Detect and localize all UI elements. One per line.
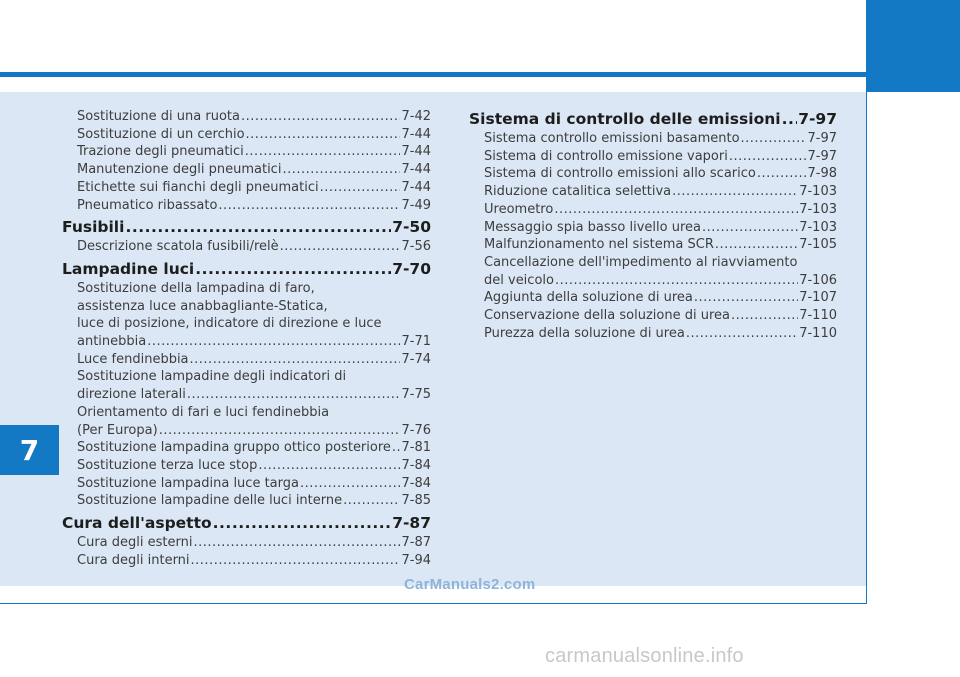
toc-leader-dots	[757, 165, 807, 183]
toc-entry[interactable]	[469, 325, 837, 343]
toc-leader-dots	[213, 512, 392, 534]
toc-section-entry[interactable]	[62, 512, 431, 534]
toc-entry-row	[77, 386, 431, 404]
toc-entry-row	[484, 148, 837, 166]
toc-entry[interactable]	[62, 475, 431, 493]
toc-entry[interactable]	[469, 148, 837, 166]
toc-entry[interactable]	[62, 126, 431, 144]
toc-entry-row	[484, 289, 837, 307]
toc-entry-title: Sistema di controllo emissione vapori	[484, 148, 728, 164]
toc-entry-row	[484, 236, 837, 254]
toc-entry-title: Sostituzione lampadine delle luci interne	[77, 493, 343, 509]
toc-leader-dots	[300, 475, 401, 493]
toc-entry[interactable]	[62, 457, 431, 475]
toc-entry-title: Cura degli esterni	[77, 535, 193, 551]
toc-page-number: 7-74	[401, 351, 431, 367]
toc-section-entry[interactable]	[62, 258, 431, 280]
toc-page-number: 7-44	[401, 144, 431, 160]
toc-entry[interactable]	[469, 236, 837, 254]
toc-leader-dots	[694, 289, 798, 307]
toc-entry-row	[77, 197, 431, 215]
toc-entry-title: Sostituzione terza luce stop	[77, 457, 258, 473]
toc-page-number: 7-70	[392, 259, 431, 278]
toc-entry-row	[77, 333, 431, 351]
toc-entry-title: Sostituzione lampadina gruppo ottico posteriore	[77, 440, 391, 456]
toc-entry-row	[484, 130, 837, 148]
toc-entry-row	[484, 272, 837, 290]
toc-entry-line: assistenza luce anabbagliante-Statica,	[77, 298, 328, 314]
toc-entry[interactable]	[62, 534, 431, 552]
toc-entry[interactable]	[469, 219, 837, 237]
toc-page-number: 7-56	[401, 239, 431, 255]
toc-page-number: 7-49	[401, 197, 431, 213]
toc-leader-dots	[343, 492, 400, 510]
toc-entry-title: Cura degli interni	[77, 552, 190, 568]
toc-entry-title: Aggiunta della soluzione di urea	[484, 290, 693, 306]
toc-entry-title: Cura dell'aspetto	[62, 514, 212, 533]
toc-page-number: 7-103	[799, 201, 837, 217]
toc-entry[interactable]	[469, 201, 837, 219]
toc-entry-row	[77, 143, 431, 161]
toc-page-number: 7-75	[401, 387, 431, 403]
toc-entry-row	[77, 552, 431, 570]
toc-entry-row	[77, 179, 431, 197]
toc-entry-row	[77, 126, 431, 144]
panel-divider-vertical	[866, 77, 867, 604]
toc-leader-dots	[715, 236, 798, 254]
toc-leader-dots	[280, 238, 401, 256]
toc-page-number: 7-42	[401, 109, 431, 124]
toc-leader-dots	[195, 258, 391, 280]
chapter-tab	[0, 425, 59, 475]
watermark-carmanualsonline: carmanualsonline.info	[545, 645, 744, 667]
toc-entry[interactable]	[469, 130, 837, 148]
toc-entry-row	[484, 201, 837, 219]
toc-page-number: 7-44	[401, 162, 431, 178]
toc-page-number: 7-97	[807, 131, 837, 146]
toc-leader-dots	[187, 386, 401, 404]
chapter-number: 7	[19, 433, 40, 467]
toc-entry-title: Fusibili	[62, 218, 125, 237]
toc-entry[interactable]	[62, 552, 431, 570]
toc-entry-title: Pneumatico ribassato	[77, 197, 218, 213]
toc-entry-title: Riduzione catalitica selettiva	[484, 184, 672, 200]
toc-entry-row	[77, 475, 431, 493]
toc-entry[interactable]	[62, 404, 431, 439]
toc-right-column	[469, 108, 837, 342]
toc-leader-dots	[241, 108, 401, 126]
toc-entry-row	[77, 238, 431, 256]
toc-leader-dots	[782, 108, 798, 130]
toc-leader-dots	[555, 272, 798, 290]
toc-leader-dots	[193, 534, 400, 552]
toc-leader-dots	[392, 439, 401, 457]
toc-page-number: 7-103	[799, 184, 837, 200]
toc-entry[interactable]	[469, 307, 837, 325]
toc-leader-dots	[218, 197, 400, 215]
toc-entry-row	[77, 534, 431, 552]
toc-page-number: 7-76	[401, 422, 431, 438]
toc-leader-dots	[258, 457, 400, 475]
toc-entry[interactable]	[62, 238, 431, 256]
toc-entry-title: Sistema di controllo delle emissioni	[469, 110, 781, 128]
toc-entry[interactable]	[469, 254, 837, 289]
toc-entry-row	[77, 108, 431, 126]
toc-page-number: 7-50	[392, 218, 431, 237]
toc-entry-title: Sistema di controllo emissioni allo scarico	[484, 166, 756, 182]
toc-leader-dots	[282, 161, 400, 179]
toc-page-number: 7-98	[807, 166, 837, 182]
toc-leader-dots	[191, 552, 401, 570]
toc-entry-title: Ureometro	[484, 201, 554, 217]
toc-entry-line: Orientamento di fari e luci fendinebbia	[77, 404, 330, 420]
toc-entry-row	[469, 108, 837, 130]
toc-page-number: 7-107	[799, 290, 837, 306]
toc-entry-title: Lampadine luci	[62, 259, 195, 278]
toc-entry-title: Manutenzione degli pneumatici	[77, 162, 282, 178]
toc-leader-dots	[320, 179, 401, 197]
toc-entry-title: Messaggio spia basso livello urea	[484, 219, 702, 235]
toc-entry-title: Etichette sui fianchi degli pneumatici	[77, 179, 319, 195]
toc-entry[interactable]	[62, 143, 431, 161]
toc-page-number: 7-105	[799, 237, 837, 253]
toc-page-number: 7-44	[401, 179, 431, 195]
toc-entry-title: Malfunzionamento nel sistema SCR	[484, 237, 714, 253]
toc-page-number: 7-81	[401, 440, 431, 456]
toc-entry[interactable]	[469, 289, 837, 307]
toc-entry[interactable]	[469, 183, 837, 201]
toc-entry-row	[62, 258, 431, 280]
toc-entry[interactable]	[62, 280, 431, 351]
toc-leader-dots	[686, 325, 798, 343]
toc-entry[interactable]	[469, 165, 837, 183]
toc-entry-title: Conservazione della soluzione di urea	[484, 308, 730, 324]
toc-entry[interactable]	[62, 197, 431, 215]
toc-entry-title: Trazione degli pneumatici	[77, 144, 244, 160]
toc-entry-row	[77, 457, 431, 475]
toc-entry-title: antinebbia	[77, 334, 147, 350]
toc-entry-row	[484, 183, 837, 201]
toc-entry-title: (Per Europa)	[77, 422, 158, 438]
toc-entry-row	[77, 439, 431, 457]
toc-leader-dots	[672, 183, 798, 201]
toc-leader-dots	[741, 130, 807, 148]
toc-leader-dots	[731, 307, 798, 325]
toc-page-number: 7-85	[401, 493, 431, 509]
toc-entry-row	[77, 492, 431, 510]
toc-entry[interactable]	[62, 108, 431, 126]
toc-entry[interactable]	[62, 351, 431, 369]
toc-leader-dots	[245, 143, 401, 161]
toc-entry-row	[484, 219, 837, 237]
toc-entry-title: Sostituzione di una ruota	[77, 109, 240, 124]
toc-leader-dots	[729, 148, 807, 166]
toc-entry-line: Cancellazione dell'impedimento al riavviamento	[484, 254, 798, 270]
toc-entry-title: Purezza della soluzione di urea	[484, 325, 685, 341]
toc-leader-dots	[159, 422, 401, 440]
toc-entry-title: Sistema controllo emissioni basamento	[484, 131, 740, 146]
toc-page-number: 7-87	[392, 514, 431, 533]
toc-entry-row	[77, 161, 431, 179]
toc-page-number: 7-84	[401, 457, 431, 473]
toc-entry[interactable]	[62, 368, 431, 403]
toc-entry-line: luce di posizione, indicatore di direzione e luce	[77, 316, 382, 332]
toc-entry[interactable]	[62, 161, 431, 179]
toc-entry-row	[62, 216, 431, 238]
toc-left-column	[62, 108, 431, 569]
toc-page-number: 7-97	[807, 148, 837, 164]
panel-divider-bottom	[0, 603, 866, 604]
toc-entry[interactable]	[62, 179, 431, 197]
toc-entry-row	[484, 325, 837, 343]
toc-entry-title: Descrizione scatola fusibili/relè	[77, 239, 279, 255]
watermark-carmanuals: CarManuals2.com	[404, 576, 536, 593]
toc-entry[interactable]	[62, 492, 431, 510]
toc-page-number: 7-84	[401, 475, 431, 491]
toc-page-number: 7-97	[798, 110, 837, 128]
toc-leader-dots	[702, 219, 798, 237]
toc-entry-title: Sostituzione di un cerchio	[77, 126, 245, 142]
toc-page-number: 7-110	[799, 308, 837, 324]
toc-entry-title: Luce fendinebbia	[77, 351, 189, 367]
toc-page-number: 7-71	[401, 334, 431, 350]
toc-entry-title: del veicolo	[484, 272, 554, 288]
toc-page-number: 7-110	[799, 325, 837, 341]
toc-page-number: 7-94	[401, 552, 431, 568]
toc-page-number: 7-103	[799, 219, 837, 235]
header-rule	[0, 72, 960, 77]
toc-entry-row	[484, 307, 837, 325]
toc-entry[interactable]	[62, 439, 431, 457]
toc-leader-dots	[125, 216, 391, 238]
toc-leader-dots	[246, 126, 401, 144]
toc-entry-row	[484, 165, 837, 183]
toc-entry-title: Sostituzione lampadina luce targa	[77, 475, 299, 491]
toc-entry-row	[77, 422, 431, 440]
toc-entry-line: Sostituzione lampadine degli indicatori di	[77, 369, 347, 385]
toc-entry-title: direzione laterali	[77, 387, 186, 403]
toc-leader-dots	[147, 333, 400, 351]
toc-page-number: 7-87	[401, 535, 431, 551]
toc-page-number: 7-106	[799, 272, 837, 288]
corner-tab	[866, 0, 960, 92]
toc-entry-row	[62, 512, 431, 534]
toc-leader-dots	[190, 351, 401, 369]
toc-leader-dots	[554, 201, 798, 219]
toc-entry-line: Sostituzione della lampadina di faro,	[77, 280, 315, 296]
toc-page-number: 7-44	[401, 126, 431, 142]
toc-section-entry[interactable]	[469, 108, 837, 130]
toc-entry-row	[77, 351, 431, 369]
toc-section-entry[interactable]	[62, 216, 431, 238]
